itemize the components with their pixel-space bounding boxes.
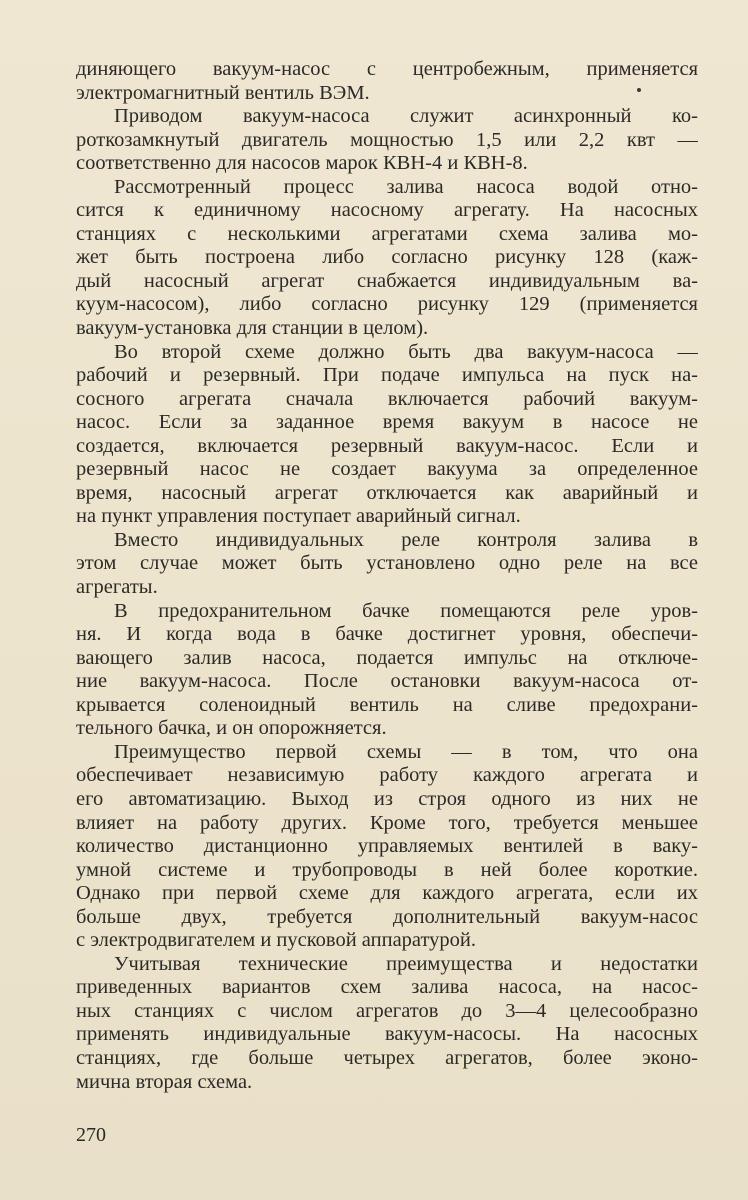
text-line: насос. Если за заданное время вакуум в насосе не	[76, 411, 698, 434]
text-line: резервный насос не создает вакуума за определенное	[76, 458, 698, 481]
text-line: умной системе и трубопроводы в ней более короткие.	[76, 858, 698, 881]
text-line: этом случае может быть установлено одно реле на все	[76, 552, 698, 575]
text-line: обеспечивает независимую работу каждого агрегата и	[76, 764, 698, 787]
text-line: ние вакуум-насоса. После остановки вакуум-насоса от-	[76, 670, 698, 693]
text-line: Вместо индивидуальных реле контроля залива в	[114, 528, 698, 551]
text-line: крывается соленоидный вентиль на сливе предохрани-	[76, 693, 698, 716]
text-line: куум-насосом), либо согласно рисунку 129 (применяется	[76, 293, 698, 316]
text-line: тельного бачка, и он опорожняется.	[76, 717, 387, 740]
text-line: его автоматизацию. Выход из строя одного из них не	[76, 787, 698, 810]
text-line: сится к единичному насосному агрегату. На насосных	[76, 199, 698, 222]
body-text	[76, 58, 698, 1094]
text-line: количество дистанционно управляемых вентилей в ваку-	[76, 835, 698, 858]
page-number: 270	[76, 1124, 106, 1146]
text-line: вакуум-установка для станции в целом).	[76, 317, 429, 340]
text-line: жет быть построена либо согласно рисунку 128 (каж-	[76, 246, 698, 269]
text-line: рабочий и резервный. При подаче импульса на пуск на-	[76, 364, 698, 387]
text-line: время, насосный агрегат отключается как аварийный и	[76, 481, 698, 504]
text-line: соответственно для насосов марок КВН-4 и КВН-8.	[76, 152, 528, 175]
text-line: приведенных вариантов схем залива насоса, на насос-	[76, 976, 698, 999]
text-line: Рассмотренный процесс залива насоса водой отно-	[114, 175, 698, 198]
text-line: станциях с несколькими агрегатами схема залива мо-	[76, 222, 698, 245]
text-line: ня. И когда вода в бачке достигнет уровня, обеспечи-	[76, 623, 698, 646]
text-line: Однако при первой схеме для каждого агрегата, если их	[76, 882, 698, 905]
text-line: больше двух, требуется дополнительный вакуум-насос	[76, 905, 698, 928]
text-line: применять индивидуальные вакуум-насосы. На насосных	[76, 1023, 698, 1046]
text-line: Учитывая технические преимущества и недостатки	[114, 952, 698, 975]
text-line: на пункт управления поступает аварийный сигнал.	[76, 505, 521, 528]
text-line: станциях, где больше четырех агрегатов, более эконо-	[76, 1046, 698, 1069]
text-line: электромагнитный вентиль ВЭМ.	[76, 81, 370, 104]
text-line: диняющего вакуум-насос с центробежным, применяется	[76, 58, 698, 80]
text-line: с электродвигателем и пусковой аппаратурой.	[76, 929, 477, 952]
text-line: Преимущество первой схемы — в том, что она	[114, 740, 698, 763]
text-line: мична вторая схема.	[76, 1070, 253, 1093]
text-line: влияет на работу других. Кроме того, требуется меньшее	[76, 811, 698, 834]
text-line: вающего залив насоса, подается импульс на отключе-	[76, 646, 698, 669]
text-line: создается, включается резервный вакуум-насос. Если и	[76, 434, 698, 457]
text-line: В предохранительном бачке помещаются реле уров-	[114, 599, 698, 622]
text-line: роткозамкнутый двигатель мощностью 1,5 или 2,2 квт —	[76, 128, 698, 151]
text-line: сосного агрегата сначала включается рабочий вакуум-	[76, 387, 698, 410]
text-line: ных станциях с числом агрегатов до 3—4 целесообразно	[76, 999, 698, 1022]
text-line: агрегаты.	[76, 576, 158, 599]
text-line: Приводом вакуум-насоса служит асинхронный ко-	[114, 105, 698, 128]
text-line: Во второй схеме должно быть два вакуум-насоса —	[114, 340, 698, 363]
text-line: дый насосный агрегат снабжается индивидуальным ва-	[76, 269, 698, 292]
